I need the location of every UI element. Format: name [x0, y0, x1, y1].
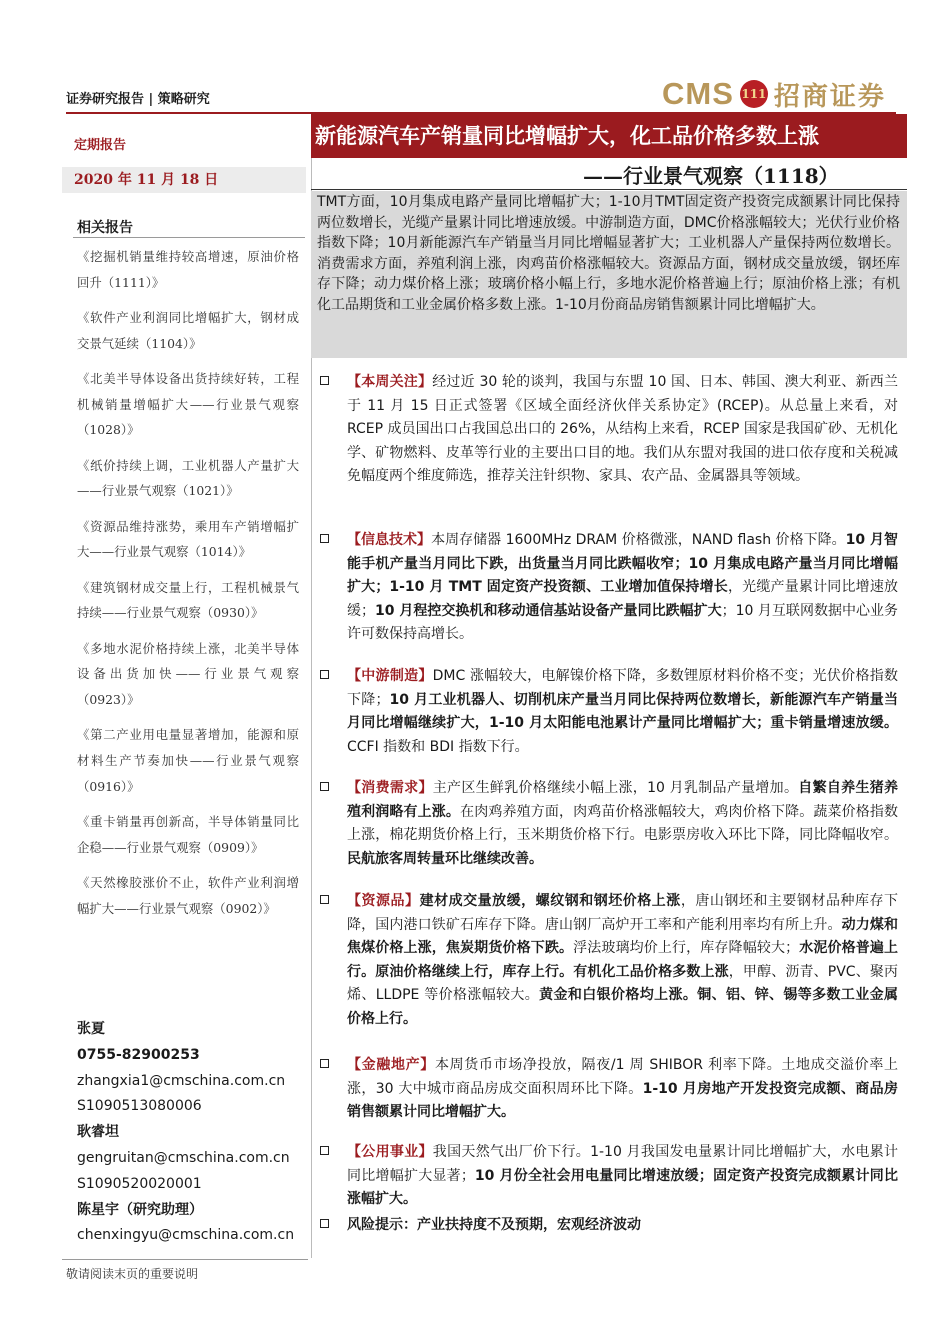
author-name: 陈星宇（研究助理） — [77, 1201, 203, 1218]
section-tag: 【消费需求】 — [347, 780, 433, 796]
section-bold-text: 10 月份全社会用电量同比增速放缓；固定资产投资完成额累计同比涨幅扩大。 — [347, 1167, 898, 1208]
related-report-link[interactable]: 《建筑钢材成交量上行，工程机械景气持续——行业景气观察（0930）》 — [77, 579, 299, 621]
author-name: 耿睿坦 — [77, 1124, 119, 1141]
breadcrumb: 证券研究报告 | 策略研究 — [66, 92, 210, 107]
footer-disclaimer: 敬请阅读末页的重要说明 — [66, 1267, 199, 1281]
related-report-link[interactable]: 《纸价持续上调，工业机器人产量扩大——行业景气观察（1021）》 — [77, 457, 299, 499]
section-bold-text: 自繁自养生猪养殖利润略有上涨。 — [347, 780, 899, 820]
author-license: S1090520020001 — [77, 1175, 202, 1192]
author-email[interactable]: chenxingyu@cmschina.com.cn — [77, 1227, 295, 1244]
section-text: 本周存储器 1600MHz DRAM 价格微涨，NAND flash 价格下降。 — [431, 532, 846, 548]
section-text: 我国天然气出厂价下行。1-10 月我国发电量累计同比增幅扩大，水电累计同比增幅扩大显著； — [347, 1144, 898, 1184]
related-report-link[interactable]: 《重卡销量再创新高，半导体销量同比企稳——行业景气观察（0909）》 — [77, 814, 299, 855]
section-tag: 【公用事业】 — [347, 1144, 433, 1160]
author-email[interactable]: gengruitan@cmschina.com.cn — [77, 1149, 290, 1166]
section-risk — [320, 1214, 898, 1238]
section-weekly-focus — [320, 371, 898, 489]
report-subtitle: ——行业景气观察（1118） — [583, 164, 839, 188]
related-report-link[interactable]: 《多地水泥价格持续上涨，北美半导体设备出货加快——行业景气观察（0923）》 — [77, 640, 299, 708]
bullet-box-icon — [320, 1146, 329, 1155]
section-bold-text: 民航旅客周转量环比继续改善。 — [347, 850, 543, 867]
section-text: 经过近 30 轮的谈判，我国与东盟 10 国、日本、韩国、澳大利亚、新西兰于 11 月 15 日正式签署《区域全面经济伙伴关系协定》(RCEP)。从总量上来看，对 RCEP 成员国出口占我国总出口的 26%，从结构上来看，RCEP 国家是我国矿砂、无机化学、矿物燃料、皮革等行业的主要出口目的地。我们从东盟对我国的进口依存度和关税减免幅度两个维度筛选，推荐关注针织物、家具、农产品、金属器具等领域。 — [347, 374, 898, 485]
subtitle-divider — [311, 189, 907, 190]
section-info-tech — [320, 529, 898, 647]
author-email[interactable]: zhangxia1@cmschina.com.cn — [77, 1072, 286, 1089]
section-bold-text: 1-10 月房地产开发投资完成额、商品房销售额累计同比增幅扩大。 — [347, 1080, 898, 1121]
section-bold-text: 建材成交量放缓，螺纹钢和钢坯价格上涨 — [419, 893, 681, 909]
related-report-link[interactable]: 《软件产业利润同比增幅扩大，钢材成交景气延续（1104）》 — [77, 310, 299, 351]
report-type: 定期报告 — [74, 138, 127, 153]
bullet-box-icon — [320, 895, 329, 904]
report-date: 2020 年 11 月 18 日 — [62, 167, 306, 193]
related-report-link[interactable]: 《第二产业用电量显著增加，能源和原材料生产节奏加快——行业景气观察（0916）》 — [77, 727, 299, 794]
section-tag: 【资源品】 — [347, 893, 420, 909]
section-bold-text: 10 月智能手机产量当月同比下跌，出货量当月同比跌幅收窄；10 月集成电路产量当月同比增幅扩大；1-10 月 TMT 固定资产投资额、工业增加值保持增长 — [347, 532, 899, 596]
section-bold-text: 黄金和白银价格均上涨。铜、铝、锌、锡等多数工业金属价格上行。 — [347, 987, 898, 1027]
bullet-box-icon — [320, 376, 329, 385]
related-report-link[interactable]: 《北美半导体设备出货持续好转，工程机械销量增幅扩大——行业景气观察（1028）》 — [77, 371, 299, 438]
related-report-link[interactable]: 《天然橡胶涨价不止，软件产业利润增幅扩大——行业景气观察（0902）》 — [77, 875, 299, 916]
section-tag: 【中游制造】 — [347, 668, 433, 684]
section-text: ，光缆产量累计同比增速放缓； — [347, 579, 899, 619]
related-reports-divider — [73, 237, 305, 238]
section-text: 主产区生鲜乳价格继续小幅上涨，10 月乳制品产量增加。 — [432, 780, 799, 796]
logo-badge-icon: 111 — [740, 80, 768, 108]
bullet-box-icon — [320, 1219, 329, 1228]
logo-cms-text: CMS — [662, 76, 734, 111]
section-bold-text: 水泥价格普遍上行。原油价格继续上行，库存上行。有机化工品价格多数上涨 — [347, 940, 899, 980]
section-bold-text: 动力煤和焦煤价格上涨，焦炭期货价格下跌。 — [347, 916, 899, 957]
author-name: 张夏 — [77, 1021, 105, 1037]
section-tag: 【信息技术】 — [347, 532, 432, 548]
section-text: ，甲醇、沥青、PVC、聚丙烯、LLDPE 等价格涨幅较大。 — [347, 963, 898, 1004]
section-tag: 【金融地产】 — [347, 1057, 435, 1073]
section-consumer — [320, 777, 898, 871]
report-title: 新能源汽车产销量同比增幅扩大，化工品价格多数上涨 — [311, 114, 907, 158]
section-finance-realestate — [320, 1054, 898, 1125]
risk-warning: 风险提示：产业扶持度不及预期，宏观经济波动 — [347, 1217, 641, 1233]
related-report-link[interactable]: 《挖掘机销量维持较高增速，原油价格回升（1111）》 — [77, 249, 299, 290]
company-logo — [662, 76, 886, 112]
analyst-info — [77, 1017, 307, 1249]
logo-company-name: 招商证券 — [773, 81, 886, 112]
section-text: 浮法玻璃均价上行，库存降幅较大； — [573, 940, 800, 957]
bullet-box-icon — [320, 670, 329, 679]
section-bold-text: 10 月程控交换机和移动通信基站设备产量同比跌幅扩大 — [375, 602, 722, 619]
section-text: ；10 月互联网数据中心业务许可数保持高增长。 — [347, 602, 899, 643]
section-tag: 【本周关注】 — [347, 374, 433, 390]
related-reports-list — [77, 244, 299, 931]
section-bold-text: 10 月工业机器人、切削机床产量当月同比保持两位数增长，新能源汽车产销量当月同比增幅继续扩大，1-10 月太阳能电池累计产量同比增幅扩大；重卡销量增速放缓。 — [347, 691, 898, 732]
related-reports-title: 相关报告 — [77, 220, 133, 236]
section-utilities — [320, 1141, 898, 1212]
related-report-link[interactable]: 《资源品维持涨势，乘用车产销增幅扩大——行业景气观察（1014）》 — [77, 518, 299, 560]
author-license: S1090513080006 — [77, 1098, 202, 1115]
footer-divider — [62, 1259, 308, 1260]
bullet-box-icon — [320, 1059, 329, 1068]
section-text: CCFI 指数和 BDI 指数下行。 — [347, 738, 529, 755]
section-midstream — [320, 665, 898, 759]
section-text: DMC 涨幅较大，电解镍价格下降，多数锂原材料价格不变；光伏价格指数下降； — [347, 668, 898, 708]
section-text: 本周货币市场净投放，隔夜/1 周 SHIBOR 利率下降。土地成交溢价率上涨，30 大中城市商品房成交面积周环比下降。 — [347, 1057, 899, 1097]
section-text: 在肉鸡养殖方面，肉鸡苗价格涨幅较大，鸡肉价格下降。蔬菜价格指数上涨，棉花期货价格上行，玉米期货价格下行。电影票房收入环比下降，同比降幅收窄。 — [347, 803, 899, 844]
section-resources — [320, 890, 898, 1032]
author-phone: 0755-82900253 — [77, 1046, 200, 1063]
summary-box: TMT方面，10月集成电路产量同比增幅扩大；1-10月TMT固定资产投资完成额累计同比保持两位数增长，光缆产量累计同比增速放缓。中游制造方面，DMC价格涨幅较大；光伏行业价格指数下降；10月新能源汽车产销量当月同比增幅显著扩大；工业机器人产量保持两位数增长。消费需求方面，养殖利润上涨，肉鸡苗价格涨幅较大。资源品方面，钢材成交量放缓，钢坯库存下降；动力煤价格上涨；玻璃价格小幅上行，多地水泥价格普遍上行；原油价格上涨；有机化工品期货和工业金属价格多数上涨。1-10月份商品房销售额累计同比增幅扩大。 — [311, 191, 907, 358]
section-text: ，唐山钢坯和主要钢材品种库存下降，国内港口铁矿石库存下降。唐山钢厂高炉开工率和产能利用率均有所上升。 — [347, 893, 899, 933]
bullet-box-icon — [320, 534, 329, 543]
bullet-box-icon — [320, 782, 329, 791]
